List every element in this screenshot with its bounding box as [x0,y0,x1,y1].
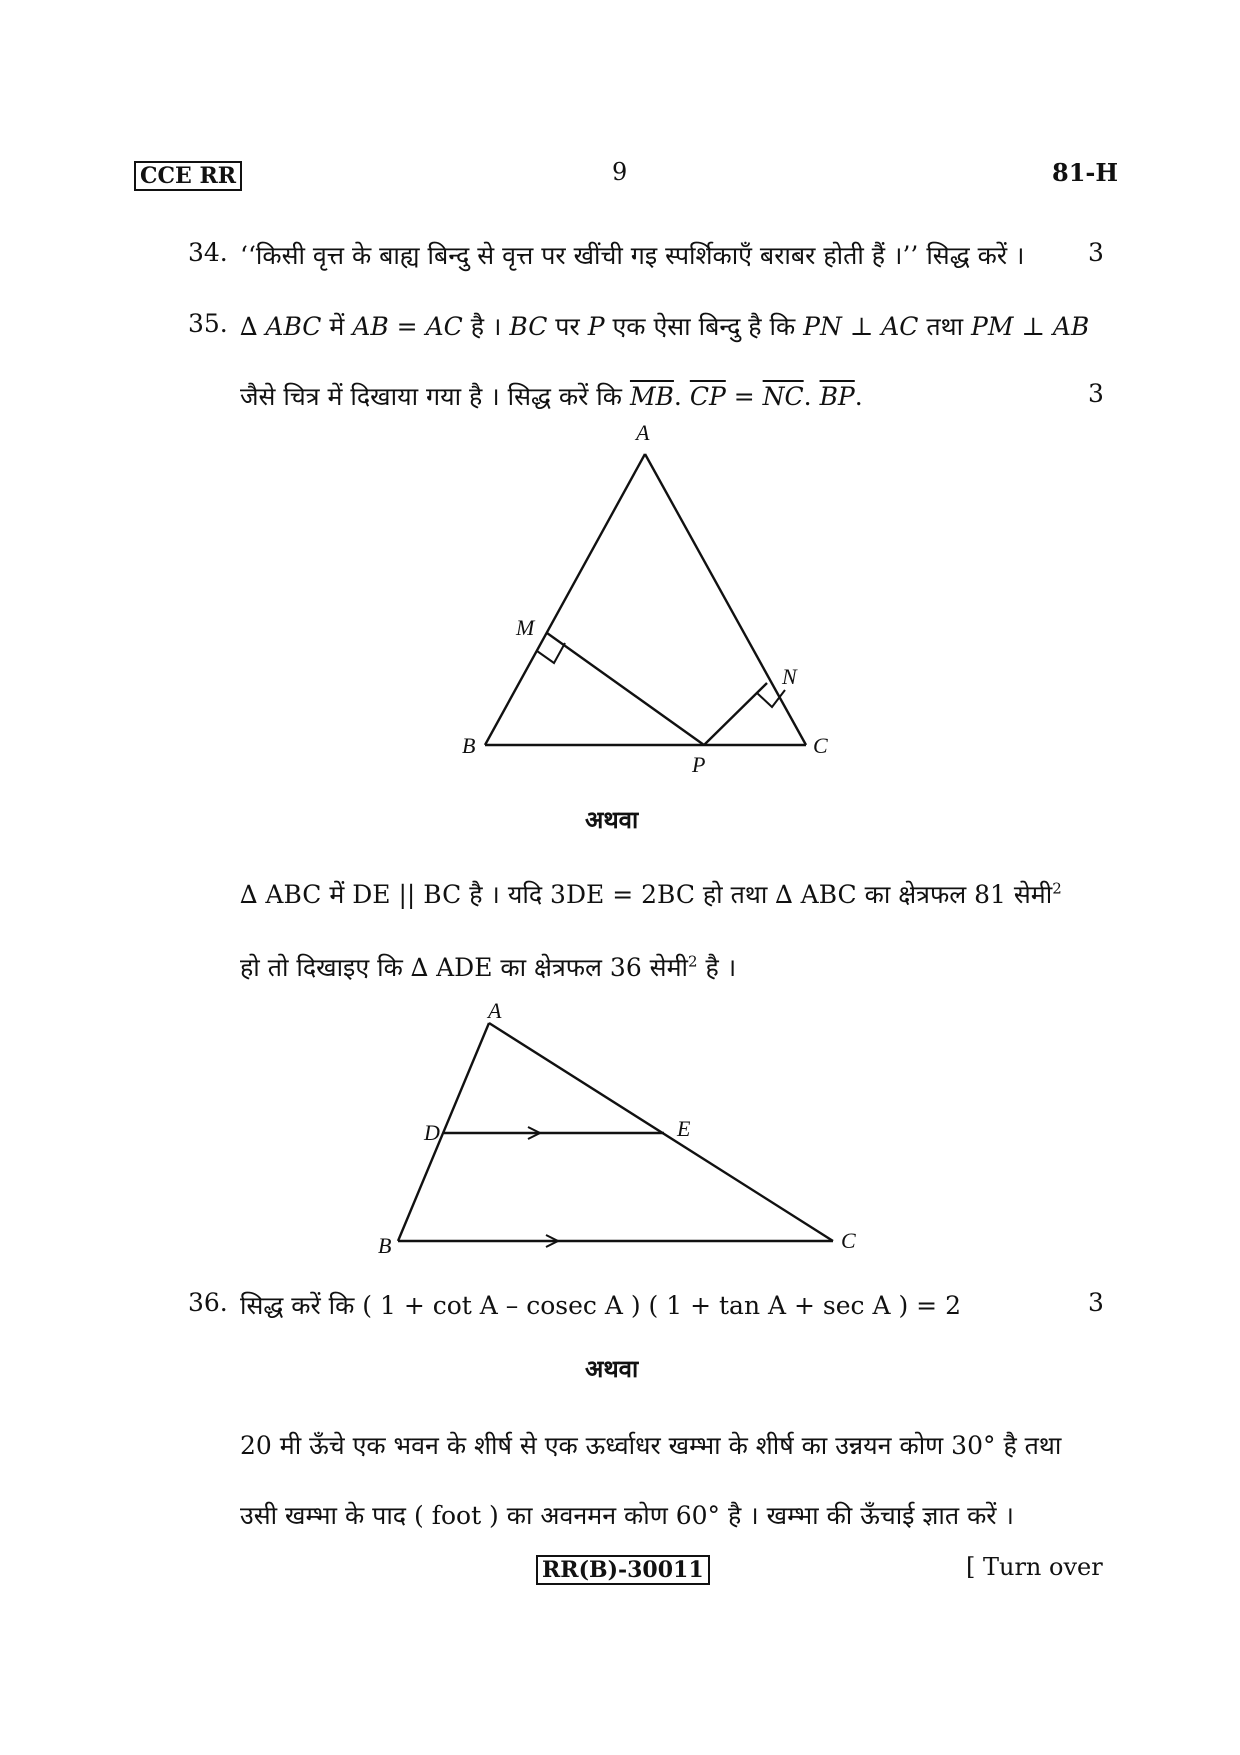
q36-text: सिद्ध करें कि ( 1 + cot A – cosec A ) ( 1 + tan A + sec A ) = 2 [240,1291,961,1320]
label-c: C [813,733,828,758]
label-a-2: A [488,998,502,1023]
q35-number: 35. [188,309,228,338]
label-c-2: C [841,1228,856,1253]
word-tatha: तथा [926,312,964,341]
word-hai: है । [470,312,502,341]
word-par: पर [555,312,580,341]
ab-eq-ac: AB = AC [352,312,463,341]
label-a: A [636,420,650,445]
point-p: P [587,312,605,341]
phrase-ek-aisa: एक ऐसा बिन्दु है कि [612,312,796,341]
side-ac [645,454,806,745]
q35-alt-sup-2: 2 [688,952,698,971]
q35-alt-line2 [240,950,736,984]
label-n: N [782,664,797,689]
label-p: P [692,752,706,777]
or-label-2: अथवा [585,1354,639,1383]
q35-line2-text: जैसे चित्र में दिखाया गया है । सिद्ध करें कि [240,382,622,411]
dot-1: . [673,382,682,411]
q34-text: ‘‘किसी वृत्त के बाह्य बिन्दु से वृत्त पर खींची गइ स्पर्शिकाएँ बराबर होती हैं ।’’ सिद्ध करें । [240,241,1025,270]
label-m: M [516,615,535,640]
right-angle-mark-m [537,643,565,663]
q35-marks: 3 [1088,379,1104,408]
turn-over-label: [ Turn over [966,1553,1103,1581]
segment-pm [547,633,704,745]
label-b: B [462,733,476,758]
label-b-2: B [378,1233,392,1258]
q35-alt-line2-end: है । [705,953,737,982]
side-ab [485,454,645,745]
pn-perp-ac: PN ⊥ AC [803,312,919,341]
q35-alt-line1-text: ∆ ABC में DE || BC है । यदि 3DE = 2BC हो तथा ∆ ABC का क्षेत्रफल 81 सेमी [240,880,1053,909]
q36-alt-line2: उसी खम्भा के पाद ( foot ) का अवनमन कोण 60° है । खम्भा की ऊँचाई ज्ञात करें । [240,1501,1014,1530]
dot-2: . [803,382,812,411]
q34-number: 34. [188,238,228,267]
q34-marks: 3 [1088,238,1104,267]
q35-alt-line1 [240,877,1062,911]
q36-alt-line1: 20 मी ऊँचे एक भवन के शीर्ष से एक ऊर्ध्वाधर खम्भा के शीर्ष का उन्नयन कोण 30° है तथा [240,1431,1062,1460]
seg-nc: $\overline{NC}$ [762,382,804,411]
triangle-abc: ABC [265,312,322,341]
q35-alt-line2-text: हो तो दिखाइए कि ∆ ADE का क्षेत्रफल 36 सेमी [240,953,689,982]
or-label-1: अथवा [585,805,639,834]
seg-cp: $\overline{CP}$ [689,382,726,411]
q36-number: 36. [188,1288,228,1317]
q36-marks: 3 [1088,1288,1104,1317]
page-number: 9 [612,158,628,186]
footer-code-box: RR(B)-30011 [536,1555,710,1585]
paper-code: 81-H [1052,158,1119,187]
dot-3: . [854,382,863,411]
segment-pn [704,683,767,745]
delta-symbol: ∆ [240,312,258,341]
label-e-2: E [677,1116,691,1141]
seg-bp: $\overline{BP}$ [819,382,855,411]
q35-alt-sup-1: 2 [1052,879,1062,898]
label-d-2: D [424,1120,440,1145]
pm-perp-ab: PM ⊥ AB [971,312,1090,341]
header-box-label: CCE RR [134,161,242,191]
word-me: में [329,312,345,341]
segment-bc: BC [509,312,548,341]
equals-sign: = [733,382,755,411]
seg-mb: $\overline{MB}$ [629,382,674,411]
